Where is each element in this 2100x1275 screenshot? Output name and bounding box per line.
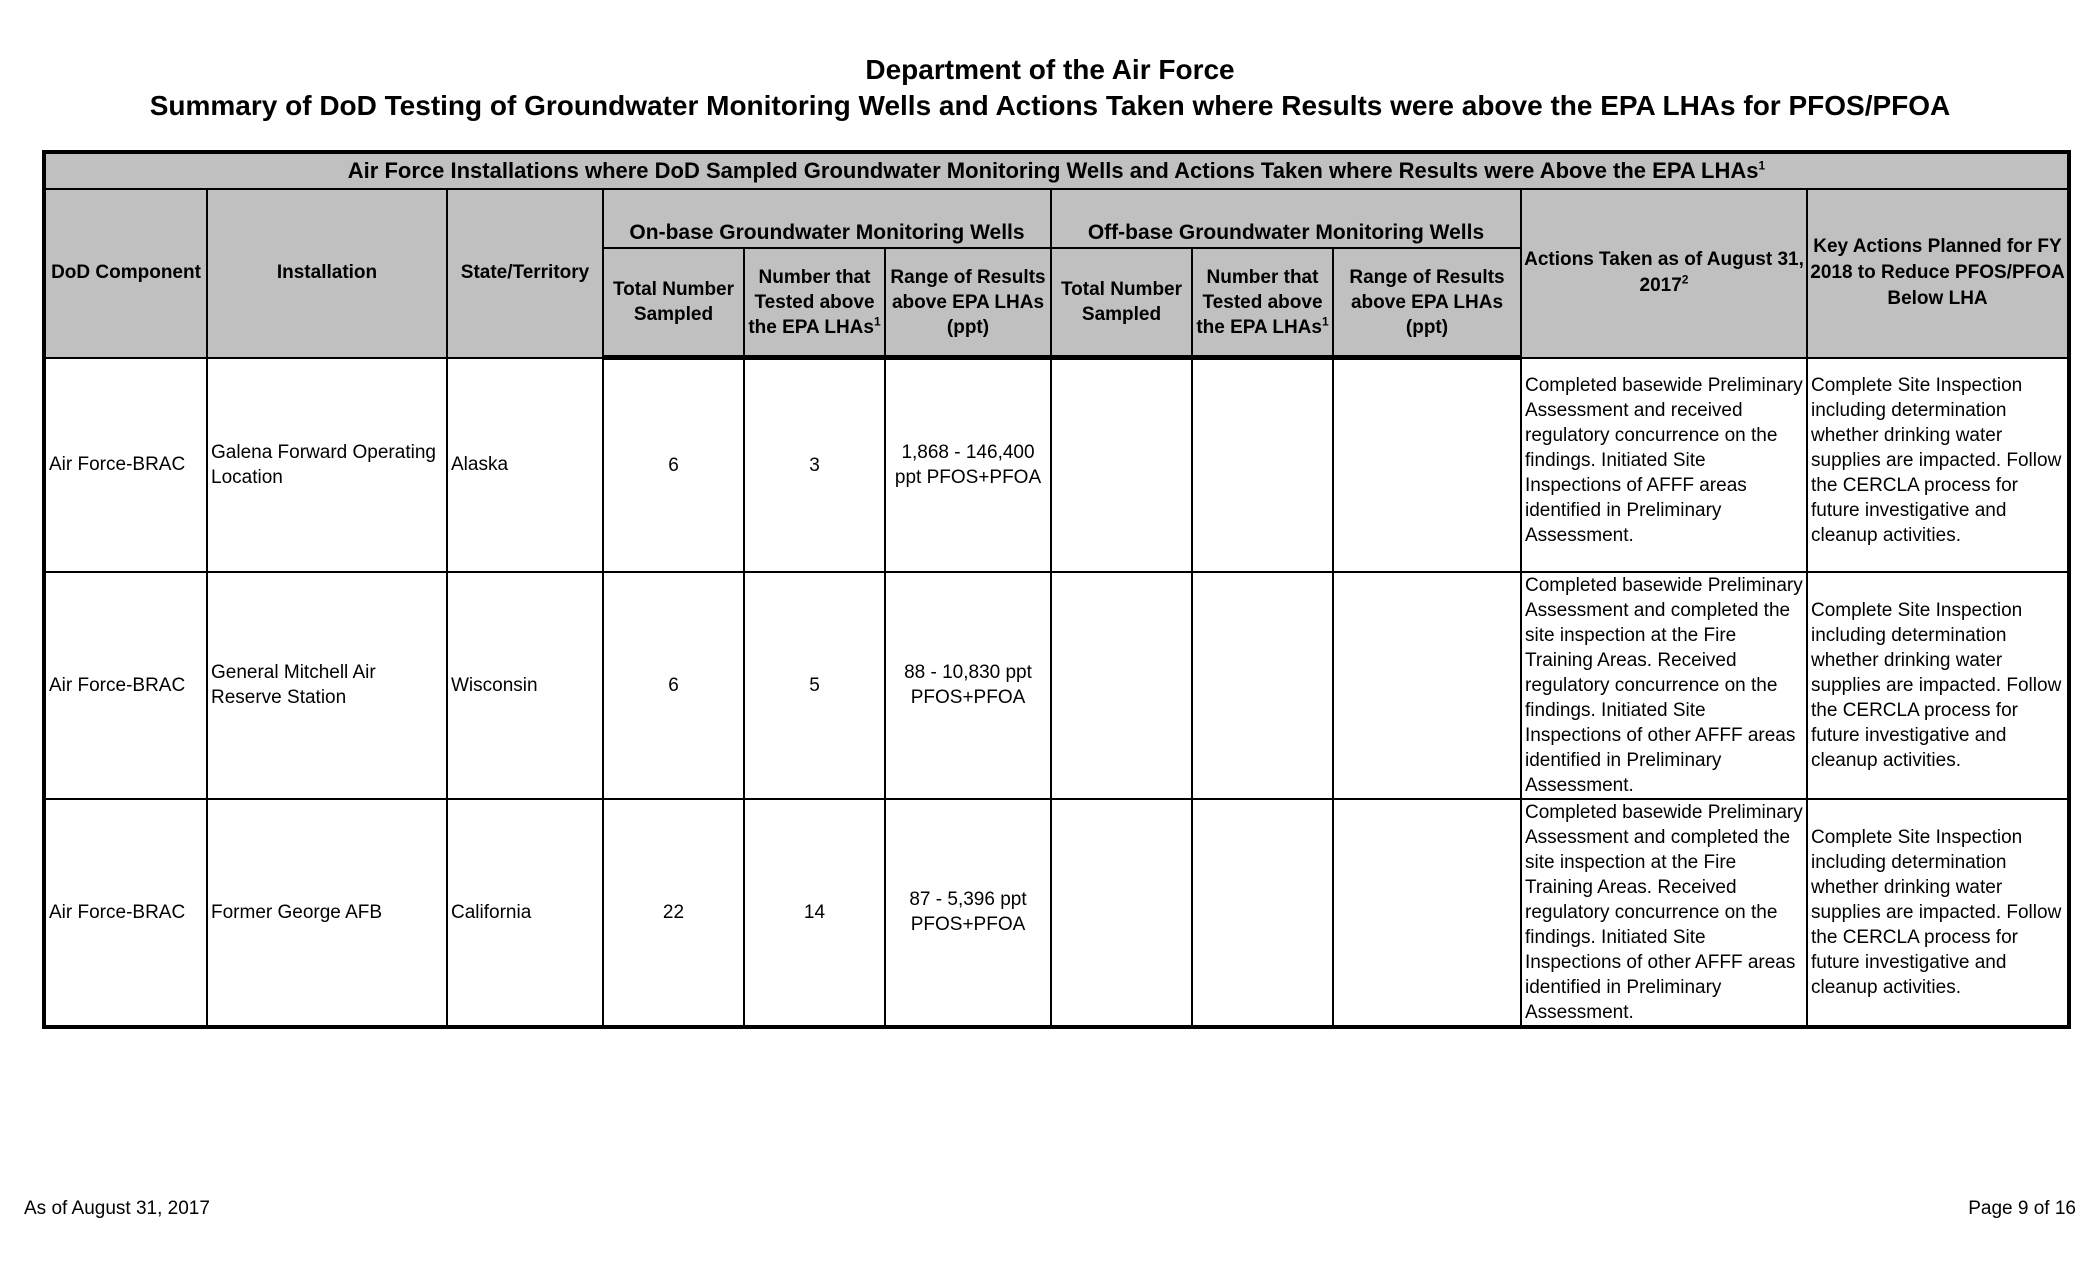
col-header-on-range: Range of Results above EPA LHAs (ppt) (885, 248, 1051, 358)
footnote-marker: 1 (873, 314, 881, 329)
cell-on-total: 6 (603, 358, 744, 572)
cell-component: Air Force-BRAC (44, 572, 207, 799)
cell-on-above: 5 (744, 572, 885, 799)
page-header (0, 52, 2100, 124)
cell-off-total (1051, 799, 1192, 1027)
cell-on-range: 88 - 10,830 ppt PFOS+PFOA (885, 572, 1051, 799)
col-header-off-total: Total Number Sampled (1051, 248, 1192, 358)
header-row-group (44, 189, 2069, 248)
table-row (44, 358, 2069, 572)
col-header-on-above (744, 248, 885, 358)
cell-off-range (1333, 799, 1521, 1027)
cell-key-actions: Complete Site Inspection including determination whether drinking water supplies are impacted. Follow the CERCLA process for future investigative and cleanup activities. (1807, 572, 2069, 799)
col-header-component: DoD Component (44, 189, 207, 358)
cell-state: Wisconsin (447, 572, 603, 799)
table-row (44, 572, 2069, 799)
table-banner (44, 152, 2069, 189)
on-above-label: Number that Tested above the EPA LHAs (748, 266, 875, 338)
cell-on-above: 14 (744, 799, 885, 1027)
table-banner-text: Air Force Installations where DoD Sampled Groundwater Monitoring Wells and Actions Taken where Results were Above the EPA LHAs (347, 158, 1759, 183)
cell-on-range: 87 - 5,396 ppt PFOS+PFOA (885, 799, 1051, 1027)
cell-off-above (1192, 799, 1333, 1027)
summary-table (42, 150, 2071, 1029)
cell-off-total (1051, 358, 1192, 572)
group-header-onbase: On-base Groundwater Monitoring Wells (603, 189, 1051, 248)
cell-off-range (1333, 358, 1521, 572)
table-row (44, 799, 2069, 1027)
data-table-container (42, 150, 2065, 1029)
cell-actions-taken: Completed basewide Preliminary Assessment and received regulatory concurrence on the findings. Initiated Site Inspections of AFFF areas identified in Preliminary Assessment. (1521, 358, 1807, 572)
col-header-on-total: Total Number Sampled (603, 248, 744, 358)
cell-on-total: 6 (603, 572, 744, 799)
footer-page-number: Page 9 of 16 (1968, 1198, 2076, 1219)
col-header-state: State/Territory (447, 189, 603, 358)
cell-actions-taken: Completed basewide Preliminary Assessment and completed the site inspection at the Fire Training Areas. Received regulatory concurrence on the findings. Initiated Site Inspections of other AFFF areas identified in Preliminary Assessment. (1521, 572, 1807, 799)
footer-date: As of August 31, 2017 (24, 1198, 210, 1219)
cell-key-actions: Complete Site Inspection including determination whether drinking water supplies are impacted. Follow the CERCLA process for future investigative and cleanup activities. (1807, 799, 2069, 1027)
cell-off-above (1192, 572, 1333, 799)
col-header-off-above (1192, 248, 1333, 358)
cell-on-range: 1,868 - 146,400 ppt PFOS+PFOA (885, 358, 1051, 572)
off-above-label: Number that Tested above the EPA LHAs (1196, 266, 1323, 338)
group-header-offbase: Off-base Groundwater Monitoring Wells (1051, 189, 1521, 248)
table-banner-row (44, 152, 2069, 189)
cell-on-total: 22 (603, 799, 744, 1027)
cell-key-actions: Complete Site Inspection including determination whether drinking water supplies are impacted. Follow the CERCLA process for future investigative and cleanup activities. (1807, 358, 2069, 572)
cell-component: Air Force-BRAC (44, 799, 207, 1027)
footnote-marker: 1 (1321, 314, 1329, 329)
page-title: Department of the Air Force (865, 54, 1235, 85)
actions-taken-label: Actions Taken as of August 31, 2017 (1524, 249, 1804, 297)
cell-installation: Galena Forward Operating Location (207, 358, 447, 572)
cell-installation: Former George AFB (207, 799, 447, 1027)
col-header-installation: Installation (207, 189, 447, 358)
cell-component: Air Force-BRAC (44, 358, 207, 572)
col-header-actions-taken (1521, 189, 1807, 358)
col-header-off-range: Range of Results above EPA LHAs (ppt) (1333, 248, 1521, 358)
page-subtitle: Summary of DoD Testing of Groundwater Monitoring Wells and Actions Taken where Results were above the EPA LHAs for PFOS/PFOA (149, 90, 1951, 121)
col-header-key-actions: Key Actions Planned for FY 2018 to Reduce PFOS/PFOA Below LHA (1807, 189, 2069, 358)
cell-actions-taken: Completed basewide Preliminary Assessment and completed the site inspection at the Fire Training Areas. Received regulatory concurrence on the findings. Initiated Site Inspections of other AFFF areas identified in Preliminary Assessment. (1521, 799, 1807, 1027)
footnote-marker: 1 (1758, 158, 1766, 173)
cell-off-above (1192, 358, 1333, 572)
footnote-marker: 2 (1681, 272, 1689, 287)
cell-installation: General Mitchell Air Reserve Station (207, 572, 447, 799)
cell-off-total (1051, 572, 1192, 799)
cell-off-range (1333, 572, 1521, 799)
cell-state: Alaska (447, 358, 603, 572)
cell-on-above: 3 (744, 358, 885, 572)
cell-state: California (447, 799, 603, 1027)
